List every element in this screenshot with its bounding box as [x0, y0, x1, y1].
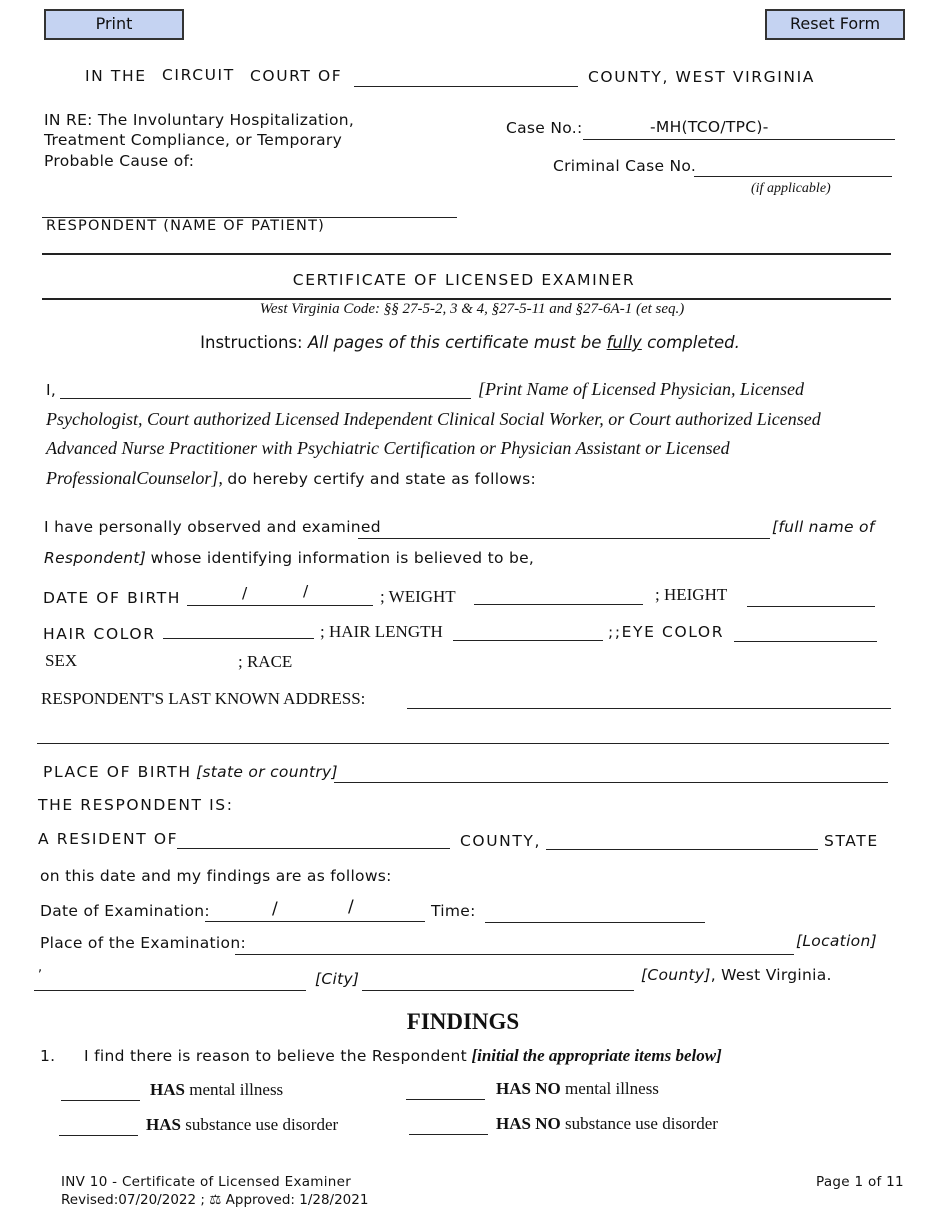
has-no-mental-illness-label [496, 1079, 659, 1099]
observed-line-2 [44, 549, 534, 568]
dob-slash-1: / [242, 584, 248, 602]
place-of-exam-field[interactable] [235, 954, 794, 955]
reset-form-button[interactable]: Reset Form [765, 9, 905, 40]
eye-color-label: ;;EYE COLOR [608, 623, 725, 641]
eye-color-field[interactable] [734, 641, 877, 642]
resident-county-field[interactable] [177, 848, 450, 849]
city-hint: [City] [315, 970, 360, 988]
court-of-label: COURT OF [250, 67, 343, 85]
wv-code-reference: West Virginia Code: §§ 27-5-2, 3 & 4, §27-5-11 and §27-6A-1 (et seq.) [259, 301, 685, 317]
in-re-line-3: Probable Cause of: [44, 152, 195, 170]
circuit-label: CIRCUIT [162, 66, 235, 84]
certify-line-4 [46, 468, 536, 489]
has-no-word: HAS NO [496, 1079, 561, 1098]
time-label: Time: [431, 902, 476, 920]
height-field[interactable] [747, 606, 875, 607]
certify-line-3: Advanced Nurse Practitioner with Psychiatric Certification or Physician Assistant or Licensed [46, 438, 730, 458]
footer-approved: Approved: 1/28/2021 [225, 1192, 369, 1208]
race-label: ; RACE [238, 652, 293, 671]
address-field-1[interactable] [407, 708, 891, 709]
footer-revised-row [61, 1192, 368, 1208]
if-applicable-note: (if applicable) [751, 181, 831, 196]
resident-state-field[interactable] [546, 849, 818, 850]
county-hint: [County] [641, 966, 711, 984]
date-of-exam-label: Date of Examination: [40, 902, 210, 920]
finding-1-text [84, 1046, 722, 1066]
exam-slash-2: / [348, 897, 355, 917]
county-comma-label: COUNTY, [460, 832, 542, 850]
hair-color-label: HAIR COLOR [43, 625, 156, 643]
substance-text: substance use disorder [185, 1115, 339, 1134]
hair-length-field[interactable] [453, 640, 603, 641]
observed-text: I have personally observed and examined [44, 518, 381, 536]
dob-field[interactable] [187, 605, 373, 606]
sex-label: SEX [45, 651, 78, 670]
finding-1-statement: I find there is reason to believe the Respondent [84, 1047, 467, 1065]
observed-rest: whose identifying information is believed to be, [150, 549, 535, 567]
place-comma: , [38, 960, 43, 975]
address-field-2[interactable] [37, 743, 889, 744]
has-substance-initials[interactable] [59, 1135, 138, 1136]
exam-county-field[interactable] [362, 990, 634, 991]
has-no-substance-label [496, 1114, 718, 1134]
weight-field[interactable] [474, 604, 643, 605]
place-of-exam-label: Place of the Examination: [40, 934, 246, 952]
respondent-full-name-field[interactable] [358, 538, 770, 539]
has-mental-illness-initials[interactable] [61, 1100, 140, 1101]
case-no-value: -MH(TCO/TPC)- [650, 118, 769, 136]
scales-of-justice-icon: ⚖ [209, 1192, 222, 1208]
in-re-line-1: IN RE: The Involuntary Hospitalization, [44, 111, 355, 129]
respondent-is-label: THE RESPONDENT IS: [38, 796, 234, 814]
certify-bracket-1: [Print Name of Licensed Physician, Licensed [478, 379, 804, 399]
case-no-label: Case No.: [506, 119, 583, 137]
has-substance-label [146, 1115, 338, 1135]
county-west-virginia-label: COUNTY, WEST VIRGINIA [588, 68, 816, 86]
place-of-birth-field[interactable] [334, 782, 888, 783]
instructions-label: Instructions: [200, 333, 303, 352]
state-label: STATE [824, 832, 879, 850]
has-mental-illness-label [150, 1080, 283, 1100]
date-of-exam-field[interactable] [205, 921, 425, 922]
findings-heading: FINDINGS [406, 1009, 520, 1034]
time-field[interactable] [485, 922, 705, 923]
footer-revised: Revised:07/20/2022 ; [61, 1192, 205, 1208]
title-bottom-rule [42, 298, 891, 300]
certify-i: I, [46, 381, 57, 399]
west-virginia-text: , West Virginia. [710, 966, 832, 984]
certificate-title: CERTIFICATE OF LICENSED EXAMINER [292, 271, 636, 289]
certify-line-2: Psychologist, Court authorized Licensed Independent Clinical Social Worker, or Court authorized Licensed [46, 409, 821, 429]
respondent-label: RESPONDENT (NAME OF PATIENT) [46, 218, 326, 234]
in-re-line-2: Treatment Compliance, or Temporary [44, 131, 343, 149]
county-wv-row [641, 966, 832, 985]
place-of-birth-hint: [state or country] [196, 763, 338, 781]
has-no-mental-illness-initials[interactable] [406, 1099, 485, 1100]
footer-form-name: INV 10 - Certificate of Licensed Examiner [61, 1174, 352, 1190]
location-hint: [Location] [796, 932, 877, 950]
height-label: ; HEIGHT [655, 585, 728, 604]
mental-illness-text-2: mental illness [564, 1079, 659, 1098]
title-top-rule [42, 253, 891, 255]
dob-slash-2: / [303, 582, 309, 600]
respondent-hint: Respondent] [44, 549, 147, 567]
hair-color-field[interactable] [163, 638, 314, 639]
certify-line-4-italic: ProfessionalCounselor], [46, 468, 223, 488]
hair-length-label: ; HAIR LENGTH [320, 622, 443, 641]
county-field[interactable] [354, 86, 578, 87]
certify-line-4-rest: do hereby certify and state as follows: [227, 470, 537, 488]
weight-label: ; WEIGHT [380, 587, 456, 606]
case-no-field[interactable] [583, 139, 895, 140]
resident-of-label: A RESIDENT OF [38, 830, 179, 848]
finding-1-hint: [initial the appropriate items below] [471, 1046, 722, 1065]
exam-city-field[interactable] [34, 990, 306, 991]
page-number: Page 1 of 11 [816, 1174, 904, 1190]
print-button[interactable]: Print [44, 9, 184, 40]
substance-text-2: substance use disorder [564, 1114, 718, 1133]
place-of-birth-label: PLACE OF BIRTH [43, 763, 192, 781]
has-word: HAS [150, 1080, 185, 1099]
instructions-pre: All pages of this certificate must be [307, 333, 602, 352]
last-known-address-label: RESPONDENT'S LAST KNOWN ADDRESS: [41, 689, 366, 708]
dob-label: DATE OF BIRTH [43, 589, 182, 607]
instructions-emph: fully [606, 333, 642, 352]
findings-intro: on this date and my findings are as follows: [40, 867, 392, 885]
instructions-post: completed. [647, 333, 740, 352]
exam-slash-1: / [272, 899, 279, 919]
criminal-case-no-field[interactable] [694, 176, 892, 177]
instructions [0, 333, 940, 352]
mental-illness-text: mental illness [189, 1080, 284, 1099]
full-name-of-hint: [full name of [772, 518, 875, 536]
finding-1-number: 1. [40, 1047, 56, 1065]
place-of-birth-row [43, 763, 338, 782]
has-word-2: HAS [146, 1115, 181, 1134]
has-no-substance-initials[interactable] [409, 1134, 488, 1135]
in-the-label: IN THE [85, 67, 147, 85]
criminal-case-no-label: Criminal Case No. [553, 157, 697, 175]
has-no-word-2: HAS NO [496, 1114, 561, 1133]
examiner-name-field[interactable] [60, 398, 471, 399]
